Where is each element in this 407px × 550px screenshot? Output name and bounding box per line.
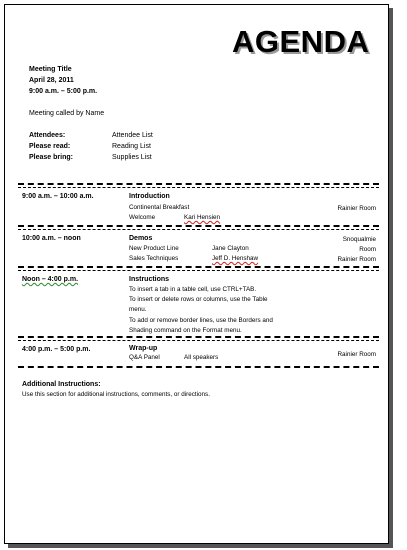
session-item: Q&A Panel	[129, 354, 160, 361]
please-read-label: Please read:	[29, 143, 71, 150]
meeting-called-by: Meeting called by Name	[29, 110, 105, 117]
additional-text: Use this section for additional instructions, comments, or directions.	[22, 391, 210, 398]
session-item: Sales Techniques	[129, 255, 179, 262]
session-item: Welcome	[129, 214, 156, 221]
instruction-line: To add or remove border lines, use the Borders and	[129, 317, 273, 324]
additional-heading: Additional Instructions:	[22, 381, 101, 388]
divider	[18, 340, 379, 341]
session-item: Continental Breakfast	[129, 204, 190, 211]
session-heading: Wrap-up	[129, 345, 158, 352]
session-time: 9:00 a.m. – 10:00 a.m.	[22, 193, 94, 200]
attendees-label: Attendees:	[29, 132, 66, 139]
divider	[18, 266, 379, 268]
session-speaker: Jeff D. Henshaw	[212, 255, 259, 262]
session-time: 10:00 a.m. – noon	[22, 235, 81, 242]
instruction-line: To insert a tab in a table cell, use CTRL+TAB.	[129, 286, 257, 293]
session-time: Noon – 4:00 p.m.	[22, 276, 79, 283]
session-room: Rainier Room	[337, 351, 376, 358]
instruction-line: menu.	[129, 306, 147, 313]
divider	[18, 270, 379, 271]
attendees-value: Attendee List	[112, 132, 153, 139]
session-item: New Product Line	[129, 245, 179, 252]
page-shadow-right	[389, 8, 393, 544]
divider	[18, 366, 379, 368]
session-heading: Demos	[129, 235, 153, 242]
session-speaker: Jane Clayton	[212, 245, 249, 252]
session-heading: Introduction	[129, 193, 170, 200]
session-room: Rainier Room	[337, 205, 376, 212]
meeting-date: April 28, 2011	[29, 77, 74, 84]
meeting-time: 9:00 a.m. – 5:00 p.m.	[29, 88, 98, 95]
agenda-page	[4, 4, 389, 544]
session-speaker: Kari Hensien	[184, 214, 221, 221]
please-read-value: Reading List	[112, 143, 151, 150]
session-room: Snoqualmie	[342, 236, 376, 243]
please-bring-value: Supplies List	[112, 154, 152, 161]
meeting-title: Meeting Title	[29, 66, 72, 73]
page-shadow-bottom	[8, 544, 393, 548]
session-room: Room	[359, 246, 376, 253]
agenda-title: AGENDA	[232, 24, 370, 59]
divider	[18, 225, 379, 227]
instruction-line: To insert or delete rows or columns, use the Table	[129, 296, 268, 303]
session-heading: Instructions	[129, 276, 170, 283]
session-time: 4:00 p.m. – 5:00 p.m.	[22, 346, 91, 353]
divider	[18, 229, 379, 230]
session-speaker: All speakers	[184, 354, 219, 361]
please-bring-label: Please bring:	[29, 154, 73, 161]
divider	[18, 336, 379, 338]
divider	[18, 187, 379, 188]
divider	[18, 183, 379, 185]
session-room: Rainier Room	[337, 256, 376, 263]
instruction-line: Shading command on the Format menu.	[129, 327, 242, 334]
